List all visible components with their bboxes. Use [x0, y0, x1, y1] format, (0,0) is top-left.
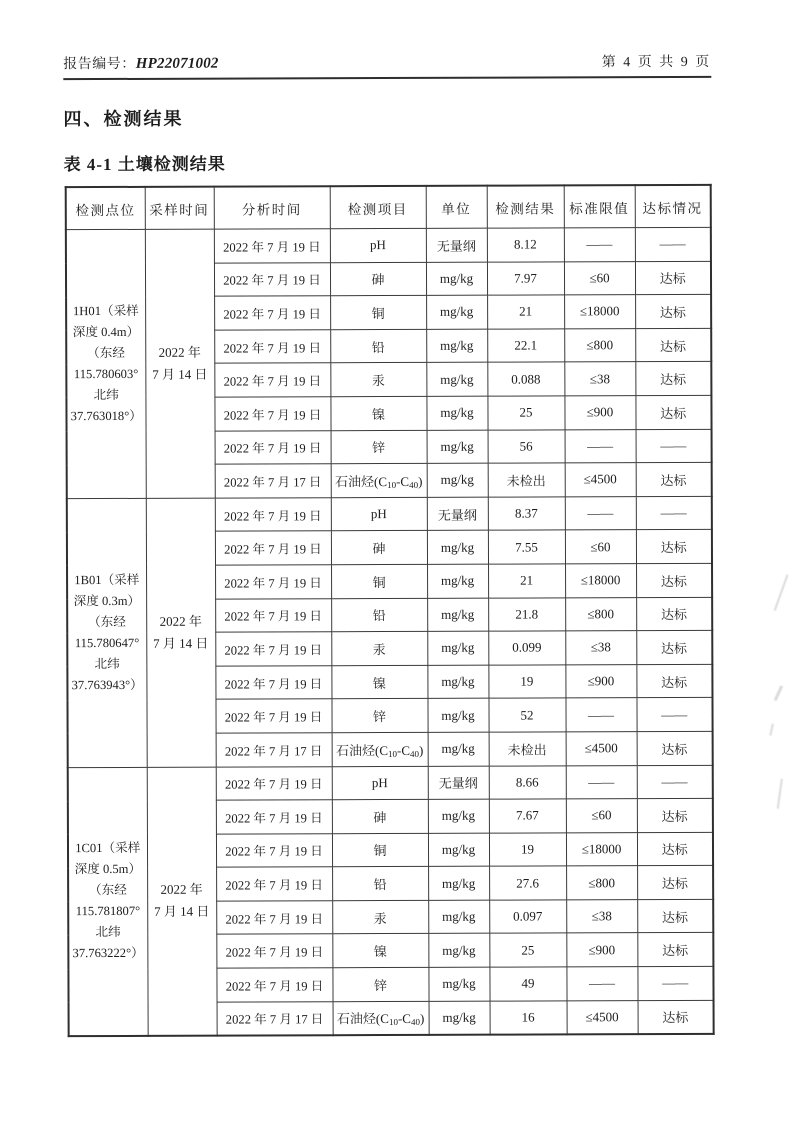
- item-cell: 锌: [331, 699, 427, 733]
- analysis-time-cell: 2022 年 7 月 19 日: [215, 632, 331, 666]
- column-header: 检测项目: [330, 186, 426, 229]
- status-cell: 达标: [636, 597, 712, 631]
- column-header: 分析时间: [214, 186, 330, 229]
- column-header: 采样时间: [145, 187, 214, 230]
- unit-cell: mg/kg: [427, 463, 488, 497]
- status-cell: ——: [637, 765, 713, 799]
- unit-cell: mg/kg: [426, 295, 487, 329]
- limit-cell: ≤60: [565, 530, 636, 564]
- limit-cell: ≤18000: [564, 295, 635, 329]
- sampling-time-cell: 2022 年 7 月 14 日: [146, 498, 216, 767]
- limit-cell: ≤60: [566, 799, 637, 833]
- limit-cell: ——: [565, 698, 636, 732]
- item-cell: 砷: [331, 531, 427, 565]
- analysis-time-cell: 2022 年 7 月 17 日: [217, 1001, 333, 1035]
- limit-cell: ≤4500: [567, 1000, 638, 1034]
- unit-cell: mg/kg: [428, 799, 489, 833]
- section-title: 四、检测结果: [63, 108, 184, 130]
- item-cell: 石油烃(C10-C40): [333, 1001, 429, 1035]
- unit-cell: mg/kg: [428, 900, 489, 934]
- status-cell: 达标: [635, 295, 711, 329]
- result-cell: 16: [490, 1001, 567, 1035]
- status-cell: 达标: [636, 563, 712, 597]
- limit-cell: ≤800: [565, 597, 636, 631]
- analysis-time-cell: 2022 年 7 月 19 日: [214, 363, 330, 397]
- item-cell: 石油烃(C10-C40): [332, 732, 428, 766]
- status-cell: 达标: [637, 866, 713, 900]
- scan-artifact: [762, 574, 793, 824]
- limit-cell: ——: [565, 429, 636, 463]
- analysis-time-cell: 2022 年 7 月 19 日: [214, 397, 330, 431]
- status-cell: ——: [636, 698, 712, 732]
- analysis-time-cell: 2022 年 7 月 19 日: [215, 430, 331, 464]
- item-cell: 锌: [332, 967, 428, 1001]
- unit-cell: mg/kg: [426, 396, 487, 430]
- result-cell: 27.6: [489, 866, 566, 900]
- table-title: 表 4-1 土壤检测结果: [63, 154, 226, 175]
- unit-cell: mg/kg: [426, 363, 487, 397]
- limit-cell: ——: [566, 765, 637, 799]
- result-cell: 52: [488, 698, 565, 732]
- status-cell: 达标: [637, 731, 713, 765]
- analysis-time-cell: 2022 年 7 月 19 日: [216, 766, 332, 800]
- report-number-label: 报告编号：: [63, 56, 136, 73]
- item-cell: 汞: [331, 632, 427, 666]
- result-cell: 21: [487, 295, 564, 329]
- result-cell: 8.37: [488, 497, 565, 531]
- result-cell: 0.088: [487, 362, 564, 396]
- status-cell: 达标: [635, 261, 711, 295]
- point-cell: 1C01（采样 深度 0.5m） （东经 115.781807° 北纬 37.763222°）: [68, 767, 148, 1037]
- item-cell: 石油烃(C10-C40): [331, 464, 427, 498]
- result-cell: 0.099: [488, 631, 565, 665]
- result-cell: 19: [488, 665, 565, 699]
- limit-cell: ≤4500: [565, 463, 636, 497]
- unit-cell: mg/kg: [427, 564, 488, 598]
- status-cell: 达标: [637, 832, 713, 866]
- analysis-time-cell: 2022 年 7 月 19 日: [216, 800, 332, 834]
- page-header: [63, 51, 711, 73]
- unit-cell: mg/kg: [427, 598, 488, 632]
- item-cell: 砷: [332, 799, 428, 833]
- report-number-value: HP22071002: [135, 55, 219, 72]
- item-cell: 汞: [330, 363, 426, 397]
- analysis-time-cell: 2022 年 7 月 19 日: [214, 296, 330, 330]
- item-cell: 镍: [331, 665, 427, 699]
- analysis-time-cell: 2022 年 7 月 19 日: [216, 833, 332, 867]
- table-row: [66, 227, 711, 263]
- result-cell: 19: [489, 833, 566, 867]
- status-cell: 达标: [637, 899, 713, 933]
- result-cell: 22.1: [487, 329, 564, 363]
- unit-cell: mg/kg: [428, 934, 489, 968]
- table-header-row: [66, 185, 711, 230]
- column-header: 单位: [426, 186, 487, 229]
- item-cell: pH: [332, 766, 428, 800]
- result-cell: 未检出: [488, 463, 565, 497]
- unit-cell: mg/kg: [427, 665, 488, 699]
- status-cell: ——: [635, 227, 711, 261]
- unit-cell: mg/kg: [429, 1001, 490, 1035]
- analysis-time-cell: 2022 年 7 月 19 日: [215, 531, 331, 565]
- sampling-time-cell: 2022 年 7 月 14 日: [145, 229, 215, 498]
- limit-cell: ≤60: [564, 261, 635, 295]
- status-cell: ——: [636, 429, 712, 463]
- unit-cell: 无量纲: [428, 766, 489, 800]
- unit-cell: mg/kg: [426, 329, 487, 363]
- limit-cell: ——: [566, 967, 637, 1001]
- limit-cell: ≤38: [565, 631, 636, 665]
- result-cell: 7.97: [487, 262, 564, 296]
- item-cell: pH: [330, 228, 426, 262]
- result-cell: 21.8: [488, 597, 565, 631]
- item-cell: 镍: [332, 934, 428, 968]
- limit-cell: ≤18000: [566, 832, 637, 866]
- limit-cell: ——: [564, 228, 635, 262]
- unit-cell: 无量纲: [426, 228, 487, 262]
- column-header: 标准限值: [564, 185, 635, 228]
- unit-cell: mg/kg: [427, 698, 488, 732]
- unit-cell: 无量纲: [427, 497, 488, 531]
- status-cell: ——: [636, 496, 712, 530]
- result-cell: 7.55: [488, 530, 565, 564]
- analysis-time-cell: 2022 年 7 月 19 日: [216, 901, 332, 935]
- column-header: 达标情况: [635, 185, 711, 228]
- analysis-time-cell: 2022 年 7 月 19 日: [215, 699, 331, 733]
- limit-cell: ≤4500: [566, 732, 637, 766]
- status-cell: 达标: [637, 933, 713, 967]
- status-cell: 达标: [636, 463, 712, 497]
- status-cell: 达标: [635, 395, 711, 429]
- limit-cell: ≤800: [566, 866, 637, 900]
- analysis-time-cell: 2022 年 7 月 19 日: [215, 497, 331, 531]
- result-cell: 0.097: [489, 900, 566, 934]
- unit-cell: mg/kg: [428, 833, 489, 867]
- limit-cell: ≤38: [566, 900, 637, 934]
- table-row: [68, 765, 713, 801]
- limit-cell: ≤800: [564, 328, 635, 362]
- unit-cell: mg/kg: [428, 967, 489, 1001]
- analysis-time-cell: 2022 年 7 月 17 日: [215, 464, 331, 498]
- soil-test-results-table: [65, 184, 715, 1038]
- item-cell: 铅: [332, 867, 428, 901]
- item-cell: 铅: [331, 598, 427, 632]
- status-cell: 达标: [635, 362, 711, 396]
- item-cell: 铅: [330, 329, 426, 363]
- item-cell: 砷: [330, 262, 426, 296]
- analysis-time-cell: 2022 年 7 月 19 日: [216, 934, 332, 968]
- point-cell: 1H01（采样 深度 0.4m） （东经 115.780603° 北纬 37.763018°）: [66, 229, 146, 498]
- result-cell: 56: [488, 429, 565, 463]
- analysis-time-cell: 2022 年 7 月 19 日: [215, 565, 331, 599]
- limit-cell: ≤900: [565, 664, 636, 698]
- limit-cell: ≤900: [564, 396, 635, 430]
- analysis-time-cell: 2022 年 7 月 17 日: [216, 733, 332, 767]
- status-cell: ——: [637, 966, 713, 1000]
- status-cell: 达标: [637, 798, 713, 832]
- status-cell: 达标: [636, 631, 712, 665]
- item-cell: 铜: [332, 833, 428, 867]
- analysis-time-cell: 2022 年 7 月 19 日: [215, 665, 331, 699]
- unit-cell: mg/kg: [427, 631, 488, 665]
- analysis-time-cell: 2022 年 7 月 19 日: [214, 229, 330, 263]
- analysis-time-cell: 2022 年 7 月 19 日: [215, 598, 331, 632]
- point-cell: 1B01（采样 深度 0.3m） （东经 115.780647° 北纬 37.763943°）: [67, 498, 147, 767]
- report-number: [63, 53, 218, 74]
- unit-cell: mg/kg: [427, 430, 488, 464]
- analysis-time-cell: 2022 年 7 月 19 日: [214, 330, 330, 364]
- limit-cell: ——: [565, 496, 636, 530]
- sampling-time-cell: 2022 年 7 月 14 日: [147, 767, 217, 1036]
- item-cell: 铜: [330, 296, 426, 330]
- result-cell: 25: [489, 933, 566, 967]
- item-cell: 汞: [332, 900, 428, 934]
- item-cell: pH: [331, 497, 427, 531]
- result-cell: 7.67: [489, 799, 566, 833]
- analysis-time-cell: 2022 年 7 月 19 日: [214, 262, 330, 296]
- result-cell: 8.66: [489, 765, 566, 799]
- result-cell: 25: [487, 396, 564, 430]
- result-cell: 49: [489, 967, 566, 1001]
- limit-cell: ≤900: [566, 933, 637, 967]
- status-cell: 达标: [638, 1000, 714, 1034]
- column-header: 检测点位: [66, 187, 145, 230]
- table-row: [67, 496, 712, 532]
- header-divider: [63, 76, 711, 80]
- limit-cell: ≤18000: [565, 564, 636, 598]
- status-cell: 达标: [636, 664, 712, 698]
- result-cell: 未检出: [489, 732, 566, 766]
- limit-cell: ≤38: [564, 362, 635, 396]
- page-number-indicator: 第 4 页 共 9 页: [601, 54, 712, 71]
- item-cell: 铜: [331, 564, 427, 598]
- analysis-time-cell: 2022 年 7 月 19 日: [216, 867, 332, 901]
- item-cell: 锌: [331, 430, 427, 464]
- column-header: 检测结果: [487, 185, 564, 228]
- status-cell: 达标: [636, 530, 712, 564]
- analysis-time-cell: 2022 年 7 月 19 日: [216, 968, 332, 1002]
- unit-cell: mg/kg: [427, 531, 488, 565]
- unit-cell: mg/kg: [426, 262, 487, 296]
- status-cell: 达标: [635, 328, 711, 362]
- unit-cell: mg/kg: [428, 866, 489, 900]
- item-cell: 镍: [330, 396, 426, 430]
- unit-cell: mg/kg: [428, 732, 489, 766]
- result-cell: 21: [488, 564, 565, 598]
- result-cell: 8.12: [487, 228, 564, 262]
